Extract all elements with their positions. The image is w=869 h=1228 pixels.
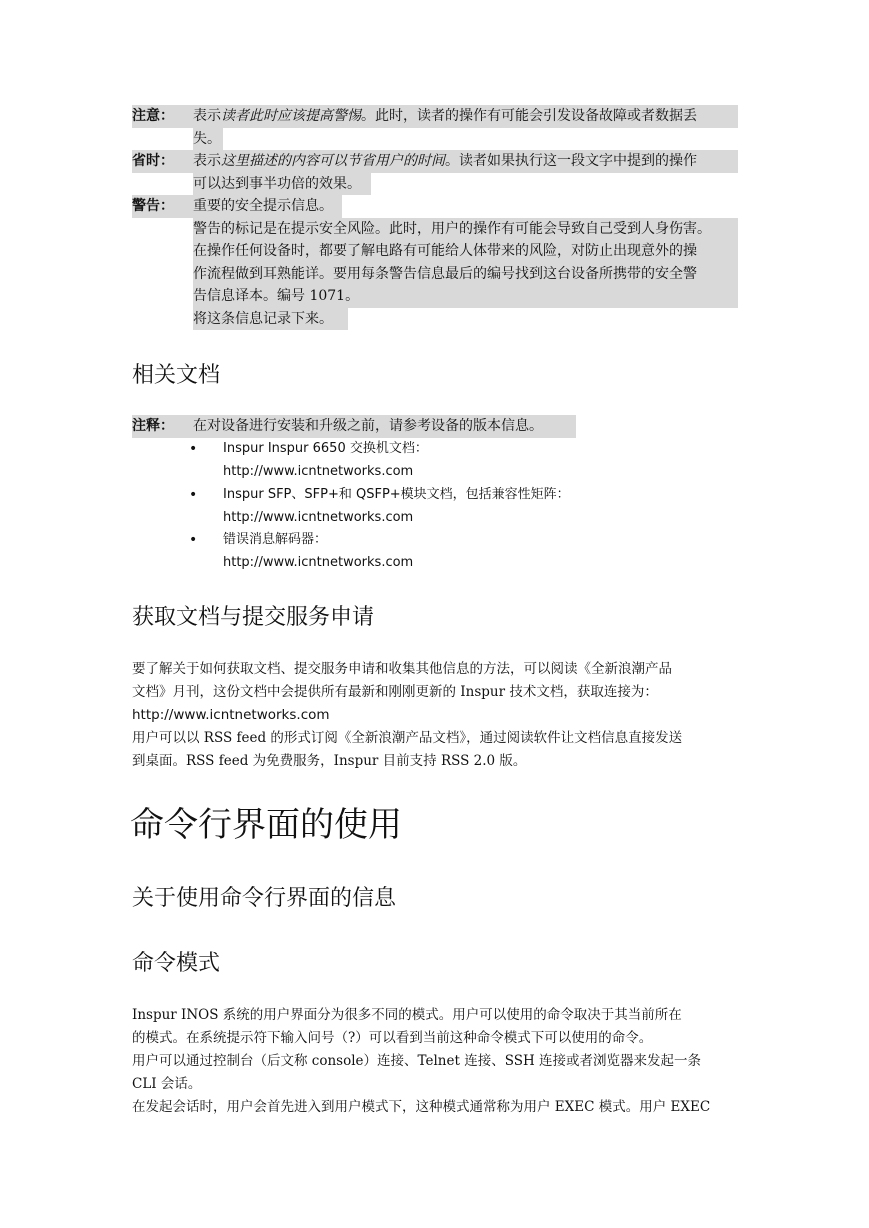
doc-item-title: Inspur SFP、SFP+和 QSFP+模块文档，包括兼容性矩阵：: [223, 486, 570, 502]
related-note-label: 注释：: [132, 418, 174, 434]
obtain-docs-line: 用户可以以 RSS feed 的形式订阅《全新浪潮产品文档》，通过阅读软件让文档信息直接发送: [132, 730, 683, 746]
warning-line: 警告的标记是在提示安全风险。此时，用户的操作有可能会导致自己受到人身伤害。: [193, 220, 711, 237]
warning-line: 重要的安全提示信息。: [193, 198, 333, 214]
doc-item-title: 错误消息解码器：: [223, 532, 328, 547]
timesaver-text-line2: 可以达到事半功倍的效果。: [193, 175, 361, 192]
chapter-line: 的模式。在系统提示符下输入问号（?）可以看到当前这种命令模式下可以使用的命令。: [132, 1030, 653, 1046]
doc-item-url[interactable]: http://www.icntnetworks.com: [223, 555, 414, 570]
warning-line: 将这条信息记录下来。: [193, 310, 333, 327]
obtain-docs-line: 到桌面。RSS feed 为免费服务，Inspur 目前支持 RSS 2.0 版。: [132, 753, 527, 769]
bullet-icon: •: [189, 441, 198, 457]
chapter-line: 在发起会话时，用户会首先进入到用户模式下，这种模式通常称为用户 EXEC 模式。用户 EXEC: [132, 1099, 711, 1115]
related-note-text: 在对设备进行安装和升级之前，请参考设备的版本信息。: [193, 418, 543, 434]
chapter-line: Inspur INOS 系统的用户界面分为很多不同的模式。用户可以使用的命令取决于其当前所在: [132, 1007, 682, 1023]
doc-item-url[interactable]: http://www.icntnetworks.com: [223, 464, 414, 479]
attention-label: 注意：: [132, 108, 174, 124]
doc-item-url[interactable]: http://www.icntnetworks.com: [223, 509, 414, 525]
obtain-docs-heading: 获取文档与提交服务申请: [132, 605, 375, 630]
chapter-line: 用户可以通过控制台（后文称 console）连接、Telnet 连接、SSH 连接或者浏览器来发起一条: [132, 1053, 702, 1069]
chapter-title: 命令行界面的使用: [130, 805, 402, 845]
warning-label: 警告：: [132, 198, 174, 214]
timesaver-text-line1: 表示这里描述的内容可以节省用户的时间。读者如果执行这一段文字中提到的操作: [193, 153, 697, 169]
timesaver-label: 省时：: [132, 153, 174, 169]
obtain-docs-url[interactable]: http://www.icntnetworks.com: [132, 707, 330, 723]
chapter-line: CLI 会话。: [132, 1076, 202, 1092]
obtain-docs-line: 要了解关于如何获取文档、提交服务申请和收集其他信息的方法，可以阅读《全新浪潮产品: [132, 661, 672, 677]
attention-text-line1: 表示读者此时应该提高警惕。此时，读者的操作有可能会引发设备故障或者数据丢: [193, 108, 697, 124]
warning-line: 在操作任何设备时，都要了解电路有可能给人体带来的风险，对防止出现意外的操: [193, 243, 697, 259]
warning-line: 作流程做到耳熟能详。要用每条警告信息最后的编号找到这台设备所携带的安全警: [193, 265, 697, 282]
warning-line: 告信息译本。编号 1071。: [193, 288, 360, 304]
section-heading: 关于使用命令行界面的信息: [132, 886, 397, 911]
doc-item-title: Inspur Inspur 6650 交换机文档：: [223, 441, 428, 456]
obtain-docs-line: 文档》月刊，这份文档中会提供所有最新和刚刚更新的 Inspur 技术文档，获取连接为：: [132, 684, 658, 700]
attention-text-line2: 失。: [193, 130, 221, 147]
related-docs-heading: 相关文档: [132, 363, 221, 388]
bullet-icon: •: [189, 532, 198, 548]
bullet-icon: •: [189, 486, 198, 503]
subsection-heading: 命令模式: [132, 951, 221, 976]
